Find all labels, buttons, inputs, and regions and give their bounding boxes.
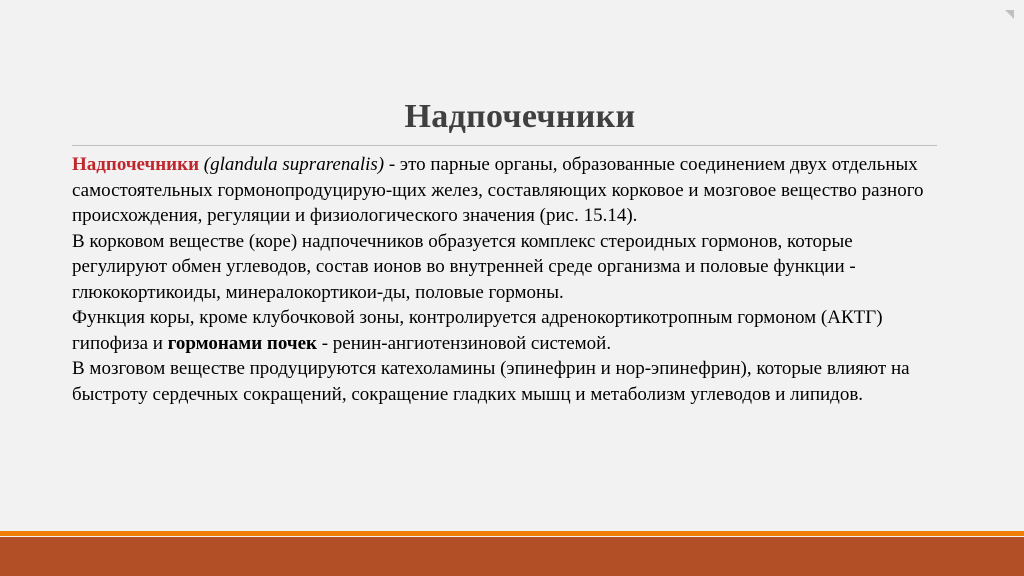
slide-body <box>72 152 942 407</box>
paragraph-medulla: В мозговом веществе продуцируются катехоламины (эпинефрин и нор-эпинефрин), которые влияют на быстроту сердечных сокращений, сокращение гладких мышц и метаболизм углеводов и липидов. <box>72 358 910 405</box>
slide-title: Надпочечники <box>404 98 636 135</box>
corner-decoration <box>1005 10 1014 19</box>
footer-accent-stripe <box>0 531 1024 536</box>
definition-text: - это парные органы, образованные соединением двух отдельных самостоятельных гормонопродуцирую-щих желез, составляющих корковое и мозговое вещество разного происхождения, регуляции и физиологического значения (рис. 15.14). <box>72 154 924 226</box>
control-text-end: - ренин-ангиотензиновой системой. <box>316 332 612 354</box>
paragraph-cortex: В корковом веществе (коре) надпочечников образуется комплекс стероидных гормонов, которые регулируют обмен углеводов, состав ионов во внутренней среде организма и половые функции - глюкокортикоиды, минералокортикои-ды, половые гормоны. <box>72 230 856 303</box>
kidney-hormones-bold: гормонами почек <box>167 332 317 354</box>
footer-band <box>0 537 1024 576</box>
title-divider <box>72 145 937 146</box>
control-text-start: Функция коры, кроме клубочковой зоны, контролируется адренокортикотропным гормоном (АКТГ) гипофиза и <box>72 307 883 354</box>
term-highlight: Надпочечники <box>72 154 200 175</box>
latin-name: (glandula suprarenalis) <box>203 154 385 175</box>
paragraph-cortex-control <box>72 305 942 356</box>
paragraph-definition <box>72 152 942 229</box>
